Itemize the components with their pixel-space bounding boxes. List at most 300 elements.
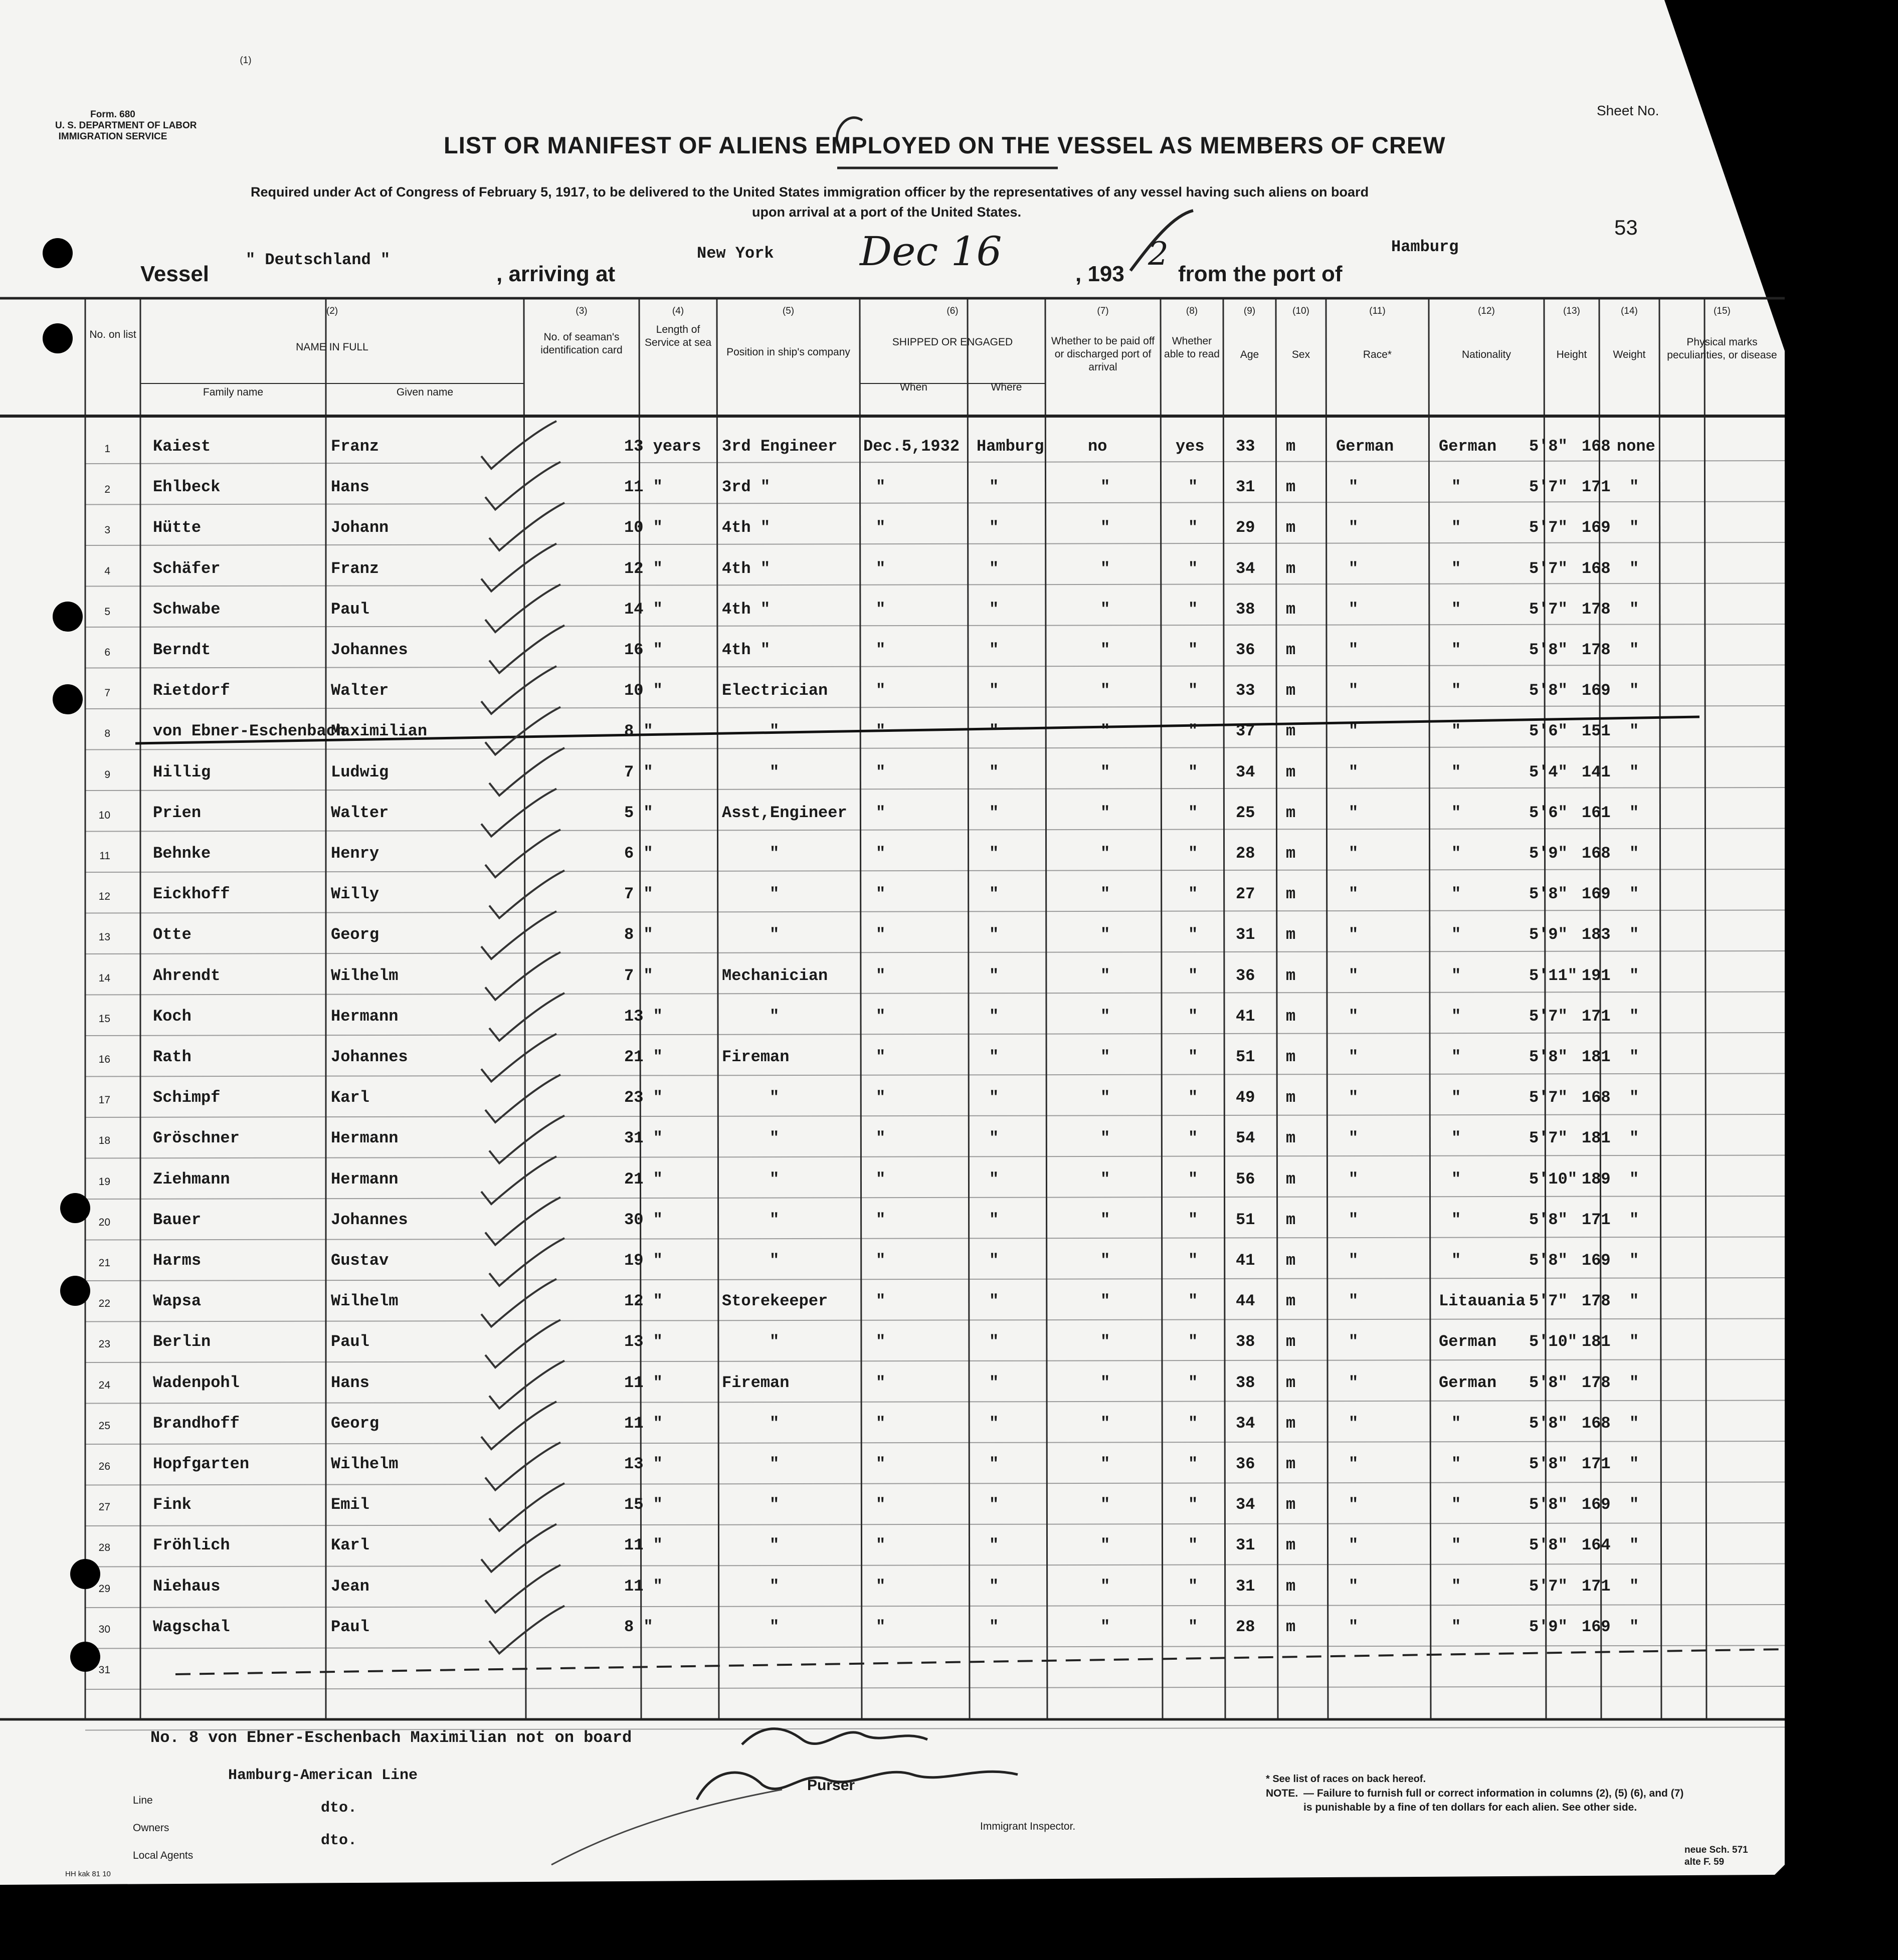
cell-paid: " bbox=[1100, 762, 1110, 781]
cell-race: " bbox=[1349, 1251, 1359, 1270]
column-number: (7) bbox=[1097, 306, 1109, 316]
cell-weight: 164 bbox=[1582, 1536, 1611, 1555]
cell-paid: " bbox=[1100, 722, 1110, 741]
column-label: Position in ship's company bbox=[726, 346, 850, 358]
cell-weight: 181 bbox=[1582, 1048, 1611, 1066]
cell-position: 3rd " bbox=[722, 478, 771, 497]
cell-read: " bbox=[1188, 1210, 1198, 1229]
cell-nationality: " bbox=[1451, 1169, 1461, 1189]
cell-given: Willy bbox=[331, 885, 379, 904]
cell-race: " bbox=[1349, 1048, 1359, 1066]
cell-race: " bbox=[1349, 1007, 1359, 1026]
column-label: No. of seaman's identification card bbox=[540, 331, 623, 356]
column-label: Given name bbox=[396, 386, 454, 398]
column-label: Nationality bbox=[1461, 349, 1511, 360]
cell-weight: 171 bbox=[1582, 478, 1611, 497]
cell-sex: m bbox=[1286, 641, 1296, 659]
cell-weight: 168 bbox=[1582, 559, 1611, 578]
cell-nationality: " bbox=[1451, 681, 1461, 700]
cell-marks: " bbox=[1629, 559, 1639, 578]
cell-nationality: " bbox=[1451, 1129, 1461, 1148]
column-label: SHIPPED OR ENGAGED bbox=[892, 336, 1013, 348]
column-label: Length of Service at sea bbox=[644, 324, 712, 348]
cell-marks: " bbox=[1629, 1332, 1639, 1351]
cell-height: 5'7" bbox=[1529, 478, 1568, 497]
cell-sex: m bbox=[1286, 1536, 1296, 1555]
cell-where: " bbox=[989, 1129, 999, 1148]
cell-race: " bbox=[1349, 478, 1359, 497]
cell-race: " bbox=[1349, 1495, 1359, 1514]
cell-no: 8 bbox=[104, 728, 110, 740]
page-title: LIST OR MANIFEST OF ALIENS EMPLOYED ON THE VESSEL AS MEMBERS OF CREW bbox=[444, 132, 1446, 158]
cell-age: 51 bbox=[1236, 1048, 1255, 1066]
cell-given: Georg bbox=[331, 1414, 379, 1433]
cell-given: Jean bbox=[331, 1577, 369, 1596]
column-number: (11) bbox=[1369, 306, 1386, 316]
cell-where: " bbox=[989, 966, 999, 985]
cell-age: 38 bbox=[1236, 1373, 1255, 1392]
cell-height: 5'4" bbox=[1529, 762, 1568, 781]
cell-weight: 168 bbox=[1582, 437, 1611, 456]
cell-read: " bbox=[1188, 1617, 1198, 1636]
column-number: (12) bbox=[1478, 306, 1495, 316]
cell-service: 14 " bbox=[624, 600, 663, 619]
cell-position: " bbox=[770, 762, 780, 781]
cell-marks: " bbox=[1629, 925, 1639, 944]
cell-no: 14 bbox=[98, 972, 110, 984]
cell-sex: m bbox=[1286, 844, 1296, 863]
cell-race: " bbox=[1349, 600, 1359, 619]
cell-age: 25 bbox=[1236, 803, 1255, 822]
cell-height: 5'9" bbox=[1529, 1617, 1568, 1636]
cell-marks: " bbox=[1629, 1048, 1639, 1066]
cell-nationality: " bbox=[1451, 1048, 1461, 1066]
cell-race: " bbox=[1349, 559, 1359, 578]
cell-family: Schimpf bbox=[153, 1088, 221, 1107]
cell-marks: " bbox=[1629, 600, 1639, 619]
cell-position: 4th " bbox=[722, 641, 771, 659]
cell-no: 20 bbox=[98, 1216, 110, 1228]
cell-height: 5'8" bbox=[1529, 641, 1568, 659]
year-label: , 193 bbox=[1075, 262, 1124, 286]
cell-where: " bbox=[989, 1455, 999, 1473]
cell-no: 5 bbox=[104, 606, 110, 618]
cell-age: 44 bbox=[1236, 1292, 1255, 1311]
cell-height: 5'8" bbox=[1529, 437, 1568, 456]
cell-no: 31 bbox=[98, 1664, 110, 1676]
column-number: (1) bbox=[240, 55, 252, 66]
cell-marks: " bbox=[1629, 1373, 1639, 1392]
cell-marks: " bbox=[1629, 1210, 1639, 1229]
cell-where: " bbox=[989, 1088, 999, 1107]
cell-family: Hillig bbox=[153, 762, 211, 781]
page-number: 53 bbox=[1614, 216, 1638, 239]
cell-marks: " bbox=[1629, 1169, 1639, 1189]
cell-marks: " bbox=[1629, 641, 1639, 659]
column-label: No. on list bbox=[89, 329, 136, 340]
cell-nationality: " bbox=[1451, 885, 1461, 904]
cell-given: Wilhelm bbox=[331, 966, 399, 985]
cell-sex: m bbox=[1286, 600, 1296, 619]
cell-service: 11 " bbox=[624, 1373, 663, 1392]
cell-read: " bbox=[1188, 803, 1198, 822]
cell-age: 28 bbox=[1236, 1617, 1255, 1636]
cell-weight: 169 bbox=[1582, 885, 1611, 904]
cell-when: " bbox=[876, 1048, 886, 1066]
cell-position: " bbox=[770, 1129, 780, 1148]
cell-service: 21 " bbox=[624, 1048, 663, 1066]
cell-where: " bbox=[989, 803, 999, 822]
cell-position: " bbox=[770, 1414, 780, 1433]
punch-hole bbox=[53, 684, 83, 714]
cell-age: 38 bbox=[1236, 600, 1255, 619]
column-number: (4) bbox=[672, 306, 684, 316]
cell-nationality: " bbox=[1451, 1007, 1461, 1026]
cell-position: " bbox=[770, 1007, 780, 1026]
cell-paid: " bbox=[1100, 1048, 1110, 1066]
cell-nationality: " bbox=[1451, 1495, 1461, 1514]
cell-family: Eickhoff bbox=[153, 885, 230, 904]
cell-height: 5'10" bbox=[1529, 1169, 1578, 1189]
cell-given: Hermann bbox=[331, 1169, 399, 1189]
cell-service: 13 " bbox=[624, 1455, 663, 1473]
cell-weight: 168 bbox=[1582, 844, 1611, 863]
cell-marks: " bbox=[1629, 885, 1639, 904]
cell-where: " bbox=[989, 1169, 999, 1189]
cell-weight: 181 bbox=[1582, 1332, 1611, 1351]
cell-marks: " bbox=[1629, 1455, 1639, 1473]
cell-age: 49 bbox=[1236, 1088, 1255, 1107]
cell-when: " bbox=[876, 722, 886, 741]
cell-sex: m bbox=[1286, 1373, 1296, 1392]
from-label: from the port of bbox=[1178, 262, 1343, 286]
cell-where: " bbox=[989, 1577, 999, 1596]
cell-race: " bbox=[1349, 1129, 1359, 1148]
cell-where: " bbox=[989, 1251, 999, 1270]
cell-family: Behnke bbox=[153, 844, 211, 863]
cell-family: von Ebner-Eschenbach bbox=[153, 722, 346, 741]
owners-value: dto. bbox=[321, 1800, 357, 1817]
cell-paid: " bbox=[1100, 1292, 1110, 1311]
cell-family: Koch bbox=[153, 1007, 192, 1026]
cell-paid: " bbox=[1100, 844, 1110, 863]
cell-height: 5'7" bbox=[1529, 600, 1568, 619]
cell-where: " bbox=[989, 844, 999, 863]
cell-marks: " bbox=[1629, 1414, 1639, 1433]
cell-service: 13 " bbox=[624, 1007, 663, 1026]
cell-read: " bbox=[1188, 1414, 1198, 1433]
cell-sex: m bbox=[1286, 1617, 1296, 1636]
column-number: (2) bbox=[326, 306, 338, 316]
cell-when: " bbox=[876, 518, 886, 537]
purser-label: Purser bbox=[807, 1777, 855, 1794]
cell-where: " bbox=[989, 1007, 999, 1026]
cell-height: 5'6" bbox=[1529, 803, 1568, 822]
column-label: Height bbox=[1556, 349, 1587, 360]
cell-family: Niehaus bbox=[153, 1577, 221, 1596]
punch-hole bbox=[53, 602, 83, 632]
cell-read: " bbox=[1188, 1169, 1198, 1189]
form-stamp-1: neue Sch. 571 bbox=[1684, 1845, 1748, 1855]
cell-race: " bbox=[1349, 1373, 1359, 1392]
cell-where: " bbox=[989, 925, 999, 944]
cell-when: " bbox=[876, 1455, 886, 1473]
cell-when: " bbox=[876, 1169, 886, 1189]
cell-age: 33 bbox=[1236, 681, 1255, 700]
cell-position: Storekeeper bbox=[722, 1292, 828, 1311]
cell-age: 38 bbox=[1236, 1332, 1255, 1351]
cell-height: 5'8" bbox=[1529, 1373, 1568, 1392]
cell-marks: " bbox=[1629, 681, 1639, 700]
cell-no: 9 bbox=[104, 768, 110, 780]
column-number: (3) bbox=[576, 306, 588, 316]
cell-where: Hamburg bbox=[977, 437, 1044, 456]
cell-where: " bbox=[989, 1373, 999, 1392]
cell-height: 5'8" bbox=[1529, 1048, 1568, 1066]
cell-age: 27 bbox=[1236, 885, 1255, 904]
cell-weight: 171 bbox=[1582, 1007, 1611, 1026]
cell-paid: " bbox=[1100, 925, 1110, 944]
cell-race: " bbox=[1349, 1617, 1359, 1636]
column-label: Sex bbox=[1291, 349, 1310, 360]
cell-race: " bbox=[1349, 966, 1359, 985]
cell-weight: 169 bbox=[1582, 1617, 1611, 1636]
cell-sex: m bbox=[1286, 1007, 1296, 1026]
column-label: Weight bbox=[1613, 349, 1646, 360]
cell-where: " bbox=[989, 1332, 999, 1351]
cell-age: 36 bbox=[1236, 1455, 1255, 1473]
cell-no: 19 bbox=[98, 1175, 110, 1188]
cell-sex: m bbox=[1286, 1495, 1296, 1514]
cell-position: " bbox=[770, 722, 780, 741]
cell-where: " bbox=[989, 1617, 999, 1636]
cell-paid: " bbox=[1100, 600, 1110, 619]
cell-no: 12 bbox=[98, 891, 110, 903]
cell-paid: " bbox=[1100, 1617, 1110, 1636]
cell-position: Electrician bbox=[722, 681, 828, 700]
vessel-label: Vessel bbox=[140, 262, 210, 286]
cell-position: " bbox=[770, 1332, 780, 1351]
column-number: (13) bbox=[1563, 306, 1580, 316]
cell-service: 7 " bbox=[624, 762, 653, 781]
cell-weight: 169 bbox=[1582, 1495, 1611, 1514]
department: U. S. DEPARTMENT OF LABOR bbox=[55, 120, 197, 131]
cell-race: " bbox=[1349, 762, 1359, 781]
cell-read: " bbox=[1188, 1373, 1198, 1392]
cell-marks: " bbox=[1629, 1129, 1639, 1148]
cell-weight: 171 bbox=[1582, 1455, 1611, 1473]
cell-paid: " bbox=[1100, 1129, 1110, 1148]
cell-service: 5 " bbox=[624, 803, 653, 822]
cell-weight: 151 bbox=[1582, 722, 1611, 741]
cell-nationality: " bbox=[1451, 1577, 1461, 1596]
cell-service: 13 " bbox=[624, 1332, 663, 1351]
cell-sex: m bbox=[1286, 1332, 1296, 1351]
cell-race: " bbox=[1349, 1332, 1359, 1351]
cell-read: " bbox=[1188, 1455, 1198, 1473]
cell-read: " bbox=[1188, 1332, 1198, 1351]
column-label: Family name bbox=[203, 386, 264, 398]
cell-service: 31 " bbox=[624, 1129, 663, 1148]
cell-marks: " bbox=[1629, 1577, 1639, 1596]
cell-age: 36 bbox=[1236, 641, 1255, 659]
column-label: When bbox=[900, 381, 927, 393]
cell-paid: " bbox=[1100, 1088, 1110, 1107]
cell-race: " bbox=[1349, 1088, 1359, 1107]
cell-when: " bbox=[876, 641, 886, 659]
cell-sex: m bbox=[1286, 885, 1296, 904]
cell-given: Emil bbox=[331, 1495, 369, 1514]
cell-position: Mechanician bbox=[722, 966, 828, 985]
cell-service: 11 " bbox=[624, 478, 663, 497]
cell-position: " bbox=[770, 1577, 780, 1596]
cell-sex: m bbox=[1286, 1169, 1296, 1189]
cell-when: " bbox=[876, 1577, 886, 1596]
cell-no: 21 bbox=[98, 1257, 110, 1269]
cell-nationality: " bbox=[1451, 1455, 1461, 1473]
cell-when: " bbox=[876, 600, 886, 619]
cell-no: 10 bbox=[98, 809, 110, 821]
cell-read: " bbox=[1188, 966, 1198, 985]
cell-marks: " bbox=[1629, 1292, 1639, 1311]
cell-race: " bbox=[1349, 925, 1359, 944]
cell-sex: m bbox=[1286, 1088, 1296, 1107]
cell-where: " bbox=[989, 1495, 999, 1514]
cell-read: " bbox=[1188, 844, 1198, 863]
cell-marks: " bbox=[1629, 1007, 1639, 1026]
cell-sex: m bbox=[1286, 925, 1296, 944]
cell-where: " bbox=[989, 722, 999, 741]
cell-no: 3 bbox=[104, 524, 110, 536]
cell-nationality: " bbox=[1451, 478, 1461, 497]
cell-height: 5'8" bbox=[1529, 681, 1568, 700]
cell-sex: m bbox=[1286, 803, 1296, 822]
cell-position: " bbox=[770, 844, 780, 863]
cell-no: 29 bbox=[98, 1583, 110, 1595]
cell-sex: m bbox=[1286, 1577, 1296, 1596]
cell-nationality: " bbox=[1451, 1210, 1461, 1229]
cell-position: 4th " bbox=[722, 559, 771, 578]
cell-family: Gröschner bbox=[153, 1129, 240, 1148]
cell-race: " bbox=[1349, 722, 1359, 741]
cell-where: " bbox=[989, 1414, 999, 1433]
cell-weight: 181 bbox=[1582, 1129, 1611, 1148]
cell-height: 5'11" bbox=[1529, 966, 1578, 985]
cell-weight: 141 bbox=[1582, 762, 1611, 781]
cell-no: 6 bbox=[104, 647, 110, 658]
cell-marks: " bbox=[1629, 844, 1639, 863]
cell-nationality: " bbox=[1451, 803, 1461, 822]
cell-family: Schäfer bbox=[153, 559, 221, 578]
cell-weight: 168 bbox=[1582, 1088, 1611, 1107]
cell-family: Rath bbox=[153, 1048, 192, 1066]
cell-service: 10 " bbox=[624, 518, 663, 537]
cell-read: " bbox=[1188, 1129, 1198, 1148]
column-number: (9) bbox=[1243, 306, 1256, 316]
cell-race: " bbox=[1349, 803, 1359, 822]
cell-marks: " bbox=[1629, 478, 1639, 497]
cell-given: Gustav bbox=[331, 1251, 389, 1270]
cell-family: Brandhoff bbox=[153, 1414, 240, 1433]
cell-read: yes bbox=[1176, 437, 1205, 456]
cell-height: 5'8" bbox=[1529, 1455, 1568, 1473]
cell-weight: 171 bbox=[1582, 1210, 1611, 1229]
cell-read: " bbox=[1188, 681, 1198, 700]
cell-age: 51 bbox=[1236, 1210, 1255, 1229]
cell-position: " bbox=[770, 1617, 780, 1636]
cell-age: 37 bbox=[1236, 722, 1255, 741]
cell-read: " bbox=[1188, 641, 1198, 659]
cell-marks: " bbox=[1629, 518, 1639, 537]
cell-position: Fireman bbox=[722, 1373, 790, 1392]
cell-given: Johann bbox=[331, 518, 389, 537]
cell-paid: " bbox=[1100, 518, 1110, 537]
cell-race: " bbox=[1349, 1536, 1359, 1555]
column-number: (10) bbox=[1292, 306, 1309, 316]
column-label: Physical marks peculiarities, or disease bbox=[1667, 336, 1777, 361]
cell-position: " bbox=[770, 885, 780, 904]
cell-given: Paul bbox=[331, 1332, 369, 1351]
cell-service: 7 " bbox=[624, 885, 653, 904]
cell-nationality: German bbox=[1439, 437, 1497, 456]
cell-race: German bbox=[1336, 437, 1394, 456]
cell-family: Wadenpohl bbox=[153, 1373, 240, 1392]
cell-nationality: " bbox=[1451, 1617, 1461, 1636]
cell-given: Walter bbox=[331, 681, 389, 700]
cell-height: 5'8" bbox=[1529, 1414, 1568, 1433]
column-label: Whether able to read bbox=[1164, 335, 1220, 360]
cell-weight: 169 bbox=[1582, 518, 1611, 537]
cell-no: 11 bbox=[99, 850, 110, 862]
cell-read: " bbox=[1188, 762, 1198, 781]
cell-height: 5'7" bbox=[1529, 1129, 1568, 1148]
cell-given: Georg bbox=[331, 925, 379, 944]
cell-where: " bbox=[989, 1292, 999, 1311]
agents-value: dto. bbox=[321, 1832, 357, 1849]
cell-age: 54 bbox=[1236, 1129, 1255, 1148]
cell-service: 11 " bbox=[624, 1414, 663, 1433]
form-number: Form. 680 bbox=[90, 109, 135, 120]
cell-sex: m bbox=[1286, 518, 1296, 537]
note-text-1: — Failure to furnish full or correct information in columns (2), (5) (6), and (7) bbox=[1303, 1788, 1684, 1799]
cell-marks: " bbox=[1629, 966, 1639, 985]
cell-position: Asst,Engineer bbox=[722, 803, 847, 822]
cell-nationality: " bbox=[1451, 925, 1461, 944]
cell-paid: " bbox=[1100, 1332, 1110, 1351]
cell-height: 5'9" bbox=[1529, 844, 1568, 863]
cell-service: 19 " bbox=[624, 1251, 663, 1270]
cell-given: Wilhelm bbox=[331, 1292, 399, 1311]
race-note: * See list of races on back hereof. bbox=[1266, 1774, 1426, 1785]
cell-age: 34 bbox=[1236, 1495, 1255, 1514]
cell-when: " bbox=[876, 1536, 886, 1555]
punch-hole bbox=[43, 323, 73, 353]
cell-no: 25 bbox=[98, 1420, 110, 1432]
cell-paid: " bbox=[1100, 1577, 1110, 1596]
cell-where: " bbox=[989, 762, 999, 781]
cell-position: " bbox=[770, 1088, 780, 1107]
cell-weight: 178 bbox=[1582, 1373, 1611, 1392]
cell-sex: m bbox=[1286, 722, 1296, 741]
cell-family: Bauer bbox=[153, 1210, 202, 1229]
cell-no: 13 bbox=[98, 931, 110, 943]
column-label: Age bbox=[1240, 349, 1259, 360]
cell-where: " bbox=[989, 600, 999, 619]
cell-when: " bbox=[876, 1088, 886, 1107]
cell-no: 18 bbox=[98, 1135, 110, 1147]
cell-given: Maximilian bbox=[331, 722, 428, 741]
cell-service: 8 " bbox=[624, 925, 653, 944]
